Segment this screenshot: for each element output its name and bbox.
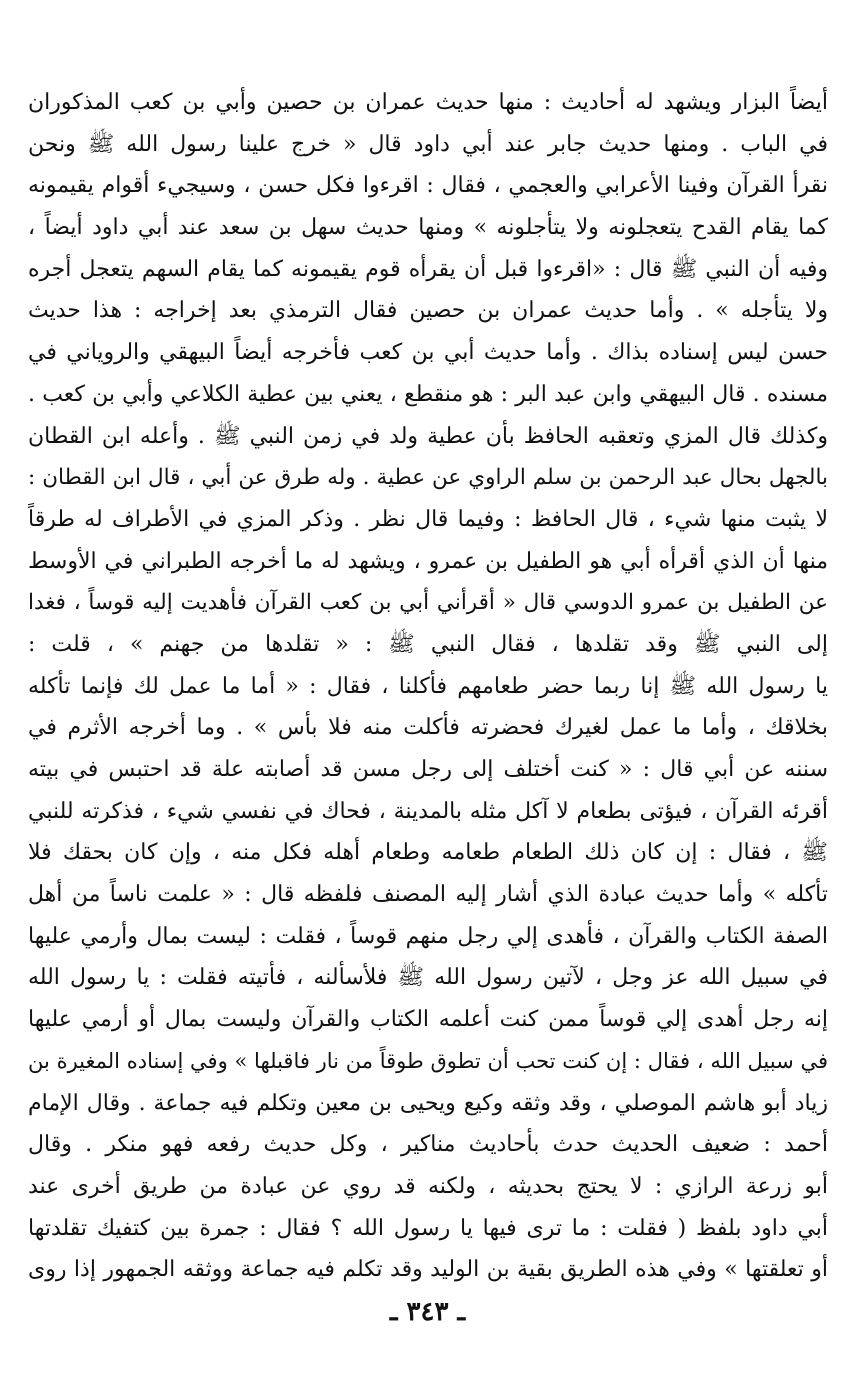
text-line: كما يقام القدح يتعجلونه ولا يتأجلونه » ومنها حديث سهل بن سعد عند أبي داود أيضاً ، (28, 215, 828, 241)
text-line: في سبيل الله ، فقال : إن كنت تحب أن تطوق طوقاً من نار فاقبلها » وفي إسناده المغيرة بن (28, 1048, 828, 1073)
text-line: في الباب . ومنها حديث جابر عند أبي داود قال « خرج علينا رسول الله ﷺ ونحن (28, 131, 828, 157)
body-text (28, 82, 828, 1291)
page-number: ـ ٣٤٣ ـ (389, 1297, 466, 1327)
text-line: تأكله » وأما حديث عبادة الذي أشار إليه المصنف فلفظه قال : « علمت ناساً من أهل (28, 882, 828, 908)
text-line: نقرأ القرآن وفينا الأعرابي والعجمي ، فقال : اقرءوا فكل حسن ، وسيجيء أقوام يقيمونه (28, 173, 828, 199)
text-line: لا يثبت منها شيء ، قال الحافظ : وفيما قال نظر . وذكر المزي في الأطراف له طرقاً (28, 506, 828, 532)
text-line: بالجهل بحال عبد الرحمن بن سلم الراوي عن عطية . وله طرق عن أبي ، قال ابن القطان : (28, 465, 828, 491)
text-line: سننه عن أبي قال : « كنت أختلف إلى رجل مسن قد أصابته علة قد احتبس في بيته (28, 757, 828, 782)
text-line: ولا يتأجله » . وأما حديث عمران بن حصين فقال الترمذي بعد إخراجه : هذا حديث (28, 298, 828, 324)
text-line: في سبيل الله عز وجل ، لآتين رسول الله ﷺ فلأسألنه ، فأتيته فقلت : يا رسول الله (28, 965, 828, 991)
text-line: وكذلك قال المزي وتعقبه الحافظ بأن عطية ولد في زمن النبي ﷺ . وأعله ابن القطان (28, 423, 828, 449)
text-line: أيضاً البزار ويشهد له أحاديث : منها حديث عمران بن حصين وأبي بن كعب المذكوران (28, 90, 828, 115)
text-line: مسنده . قال البيهقي وابن عبد البر : هو منقطع ، يعني بين عطية الكلاعي وأبي بن كعب . (28, 381, 828, 407)
text-line: زياد أبو هاشم الموصلي ، وقد وثقه وكيع ويحيى بن معين وتكلم فيه جماعة . وقال الإمام (28, 1090, 828, 1116)
text-line: أبو زرعة الرازي : لا يحتج بحديثه ، ولكنه قد روي عن عبادة من طريق أخرى عند (28, 1173, 828, 1199)
text-line: بخلاقك ، وأما ما عمل لغيرك فحضرته فأكلت منه فلا بأس » . وما أخرجه الأثرم في (28, 715, 828, 741)
text-line: إنه رجل أهدى إلي قوساً ممن كنت أعلمه الكتاب والقرآن وليست بمال أو أرمي عليها (28, 1007, 828, 1033)
text-line: يا رسول الله ﷺ إنا ربما حضر طعامهم فأكلنا ، فقال : « أما ما عمل لك فإنما تأكله (28, 673, 828, 699)
text-line: عن الطفيل بن عمرو الدوسي قال « أقرأني أبي بن كعب القرآن فأهديت إليه قوساً ، فغدا (28, 590, 828, 616)
text-line: أو تعلقتها » وفي هذه الطريق بقية بن الوليد وقد تكلم فيه جماعة ووثقه الجمهور إذا روى (28, 1257, 828, 1283)
text-line: أبي داود بلفظ ( فقلت : ما ترى فيها يا رسول الله ؟ فقال : جمرة بين كتفيك تقلدتها (28, 1215, 828, 1241)
text-line: الصفة الكتاب والقرآن ، فأهدى إلي رجل منهم قوساً ، فقلت : ليست بمال وأرمي عليها (28, 923, 828, 949)
text-line: ﷺ ، فقال : إن كان ذلك الطعام طعامه وطعام أهله فكل منه ، وإن كان بحقك فلا (28, 840, 828, 866)
text-line: إلى النبي ﷺ وقد تقلدها ، فقال النبي ﷺ : « تقلدها من جهنم » ، قلت : (28, 631, 828, 657)
text-line: حسن ليس إسناده بذاك . وأما حديث أبي بن كعب فأخرجه أيضاً البيهقي والروياني في (28, 340, 828, 366)
text-line: منها أن الذي أقرأه أبي هو الطفيل بن عمرو ، ويشهد له ما أخرجه الطبراني في الأوسط (28, 548, 828, 574)
text-line: أحمد : ضعيف الحديث حدث بأحاديث مناكير ، وكل حديث رفعه فهو منكر . وقال (28, 1132, 828, 1158)
text-line: أقرئه القرآن ، فيؤتى بطعام لا آكل مثله بالمدينة ، فحاك في نفسي شيء ، فذكرته للنبي (28, 798, 828, 824)
text-line: وفيه أن النبي ﷺ قال : «اقرءوا قبل أن يقرأه قوم يقيمونه كما يقام السهم يتعجل أجره (28, 256, 828, 282)
